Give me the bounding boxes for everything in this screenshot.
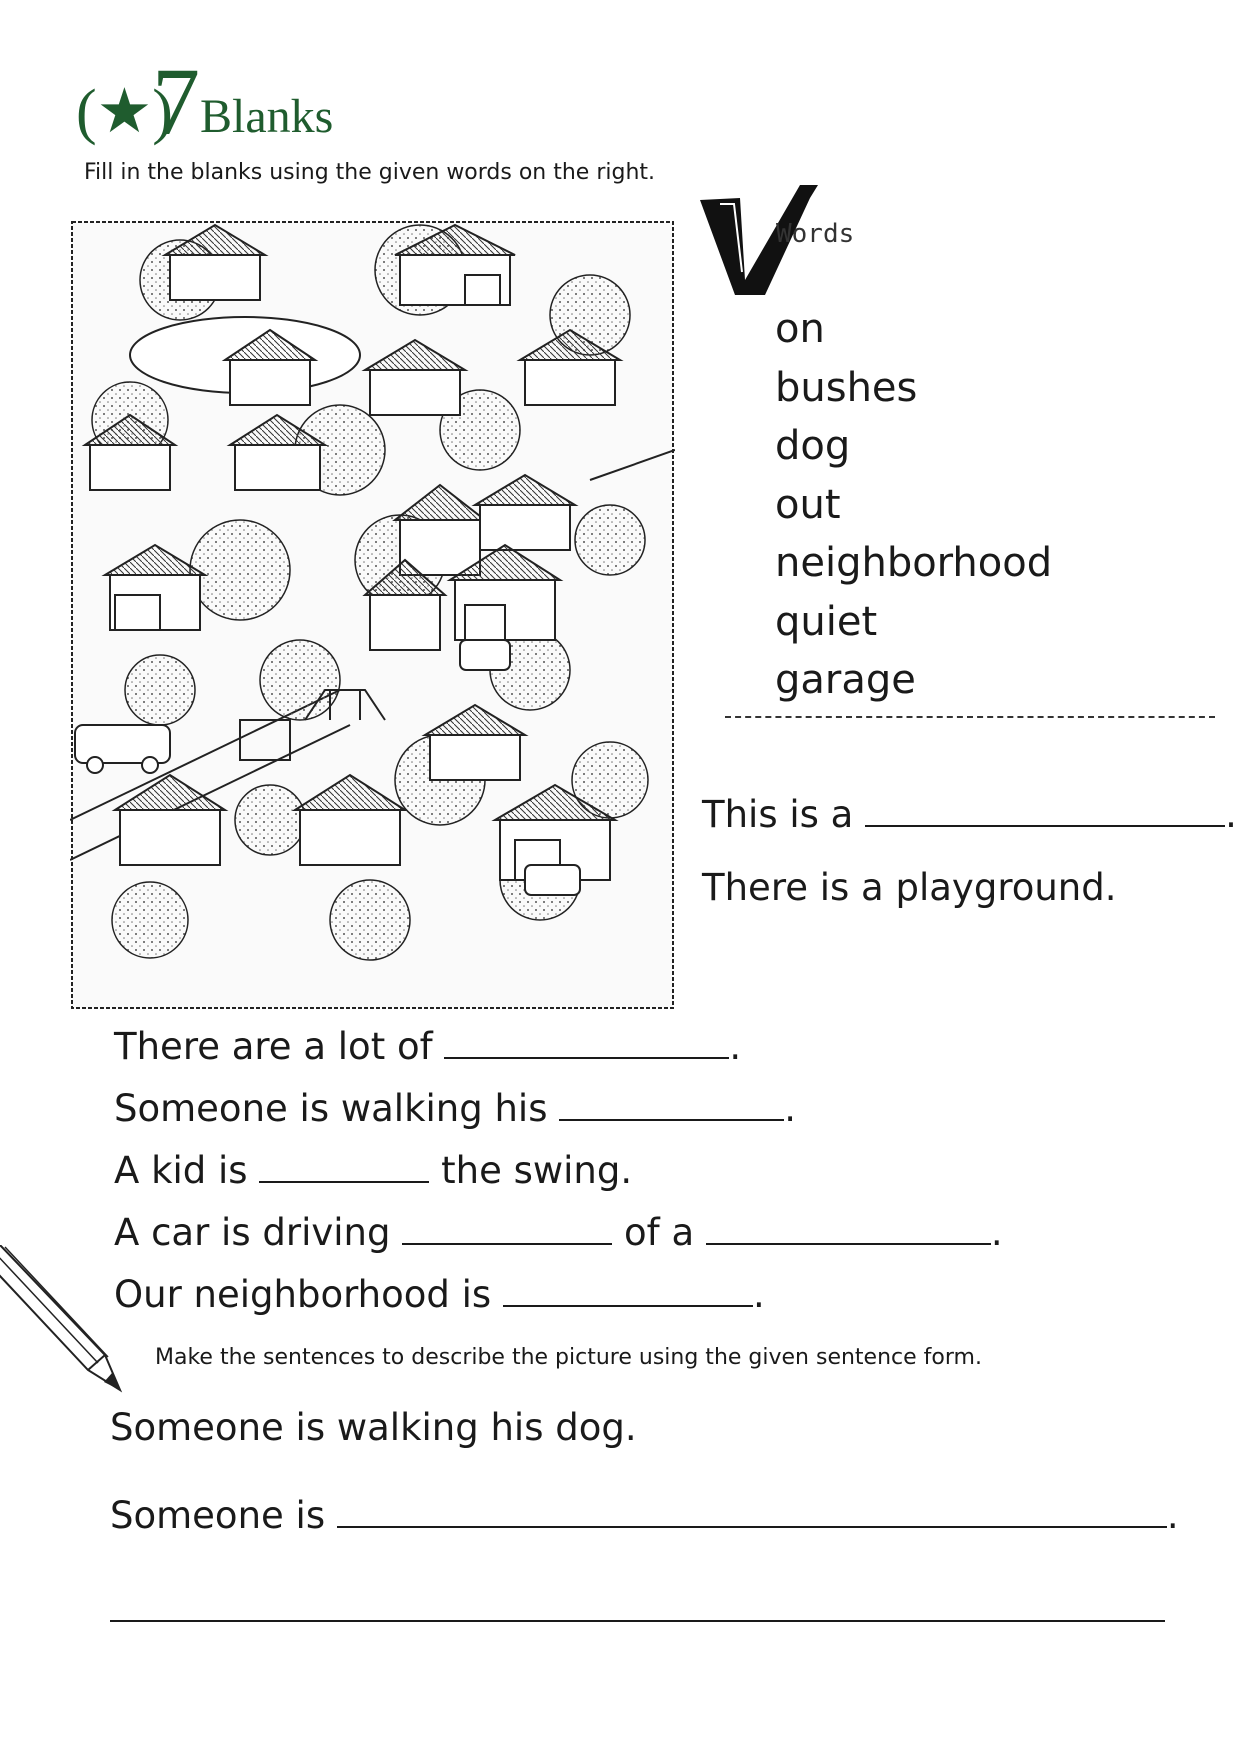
blank-field[interactable]: [259, 1151, 429, 1183]
blank-field[interactable]: [706, 1213, 991, 1245]
word-item: on: [775, 306, 825, 352]
word-item: out: [775, 481, 841, 528]
sentence-text: Our neighborhood is: [114, 1273, 492, 1316]
word-item: dog: [775, 423, 851, 469]
dashed-divider: [725, 716, 1215, 718]
answer-blank[interactable]: [337, 1496, 1167, 1528]
neighborhood-picture: [70, 220, 675, 1010]
word-bank-heading: Words: [776, 219, 855, 249]
word-item: garage: [775, 657, 916, 703]
sentence-text: .: [729, 1025, 742, 1068]
worksheet-logo: [76, 58, 336, 148]
neighborhood-illustration-icon: [70, 220, 675, 1010]
sentence-text: .: [752, 1273, 765, 1316]
instruction-text: Fill in the blanks using the given words on the right.: [84, 160, 656, 185]
blank-field[interactable]: [865, 795, 1225, 827]
sentence-text: There are a lot of: [114, 1025, 433, 1068]
logo-number: 7: [152, 58, 200, 148]
sentence-7: [114, 1273, 765, 1317]
word-bank-header: [700, 180, 880, 310]
sentence-text: .: [784, 1087, 797, 1130]
word-item: neighborhood: [775, 540, 1053, 586]
sentence-text: .: [1225, 793, 1237, 836]
sentence-4: [114, 1087, 796, 1131]
sentence-6: [114, 1211, 1003, 1255]
sentence-text: Someone is walking his: [114, 1087, 548, 1130]
blank-field[interactable]: [444, 1027, 729, 1059]
word-bank-list: [775, 300, 1052, 710]
prompt-sentence: [110, 1494, 1179, 1538]
sentence-text: A kid is: [114, 1149, 248, 1192]
logo-badge: (★): [76, 78, 173, 146]
pencil-icon: [0, 1245, 130, 1395]
sentence-5: [114, 1149, 632, 1193]
sentence-text: the swing.: [441, 1149, 633, 1192]
part2-instruction: Make the sentences to describe the picture using the given sentence form.: [155, 1345, 982, 1370]
blank-field[interactable]: [503, 1275, 753, 1307]
sentence-text: .: [990, 1211, 1003, 1254]
sentence-text: A car is driving: [114, 1211, 391, 1254]
logo-title: Blanks: [200, 90, 334, 143]
blank-field[interactable]: [402, 1213, 612, 1245]
sentence-3: [114, 1025, 741, 1069]
sentence-text: .: [1166, 1494, 1179, 1537]
word-item: quiet: [775, 598, 878, 645]
blank-field[interactable]: [559, 1089, 784, 1121]
sentence-2: There is a playground.: [702, 866, 1117, 909]
sentence-text: This is a: [702, 793, 854, 836]
checkmark-icon: [700, 180, 880, 310]
logo-graphic: [76, 58, 336, 148]
example-sentence: Someone is walking his dog.: [110, 1406, 637, 1449]
sentence-text: Someone is: [110, 1494, 326, 1537]
answer-line[interactable]: [110, 1620, 1165, 1622]
word-item: bushes: [775, 364, 918, 411]
sentence-1: [702, 793, 1237, 837]
sentence-text: of a: [624, 1211, 695, 1254]
